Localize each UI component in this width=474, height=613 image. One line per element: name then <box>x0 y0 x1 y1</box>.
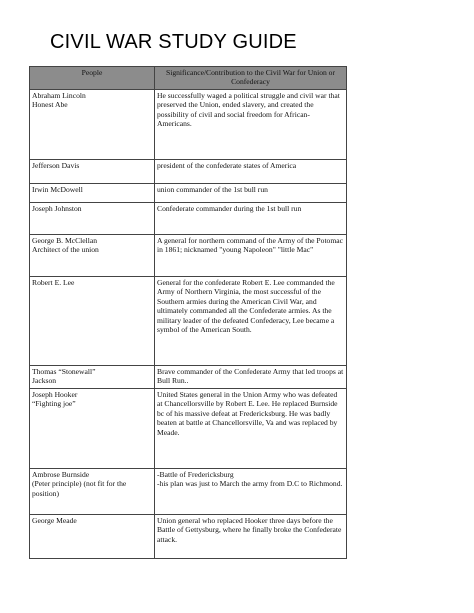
significance-cell: He successfully waged a political struggle and civil war that preserved the Union, ended slavery, and created the possibility of civil and social freedom for African-Americans. <box>155 90 347 160</box>
table-row <box>30 515 347 559</box>
page-title: CIVIL WAR STUDY GUIDE <box>50 31 297 53</box>
person-cell: Abraham Lincoln Honest Abe <box>30 90 155 160</box>
person-cell: Robert E. Lee <box>30 277 155 366</box>
table-header-row <box>30 67 347 90</box>
table-row <box>30 203 347 235</box>
significance-cell: United States general in the Union Army who was defeated at Chancellorsville by Robert E. Lee. He replaced Burnside bc of his massive defeat at Fredericksburg. He was badly beaten at battle at Chancellorsville, Va and was replaced by Meade. <box>155 389 347 469</box>
person-cell: George Meade <box>30 515 155 559</box>
person-cell: Jefferson Davis <box>30 160 155 184</box>
person-cell: Joseph Johnston <box>30 203 155 235</box>
person-cell: Ambrose Burnside (Peter principle) (not fit for the position) <box>30 469 155 515</box>
significance-cell: A general for northern command of the Army of the Potomac in 1861; nicknamed "young Napoleon" "little Mac" <box>155 235 347 277</box>
significance-cell: Brave commander of the Confederate Army that led troops at Bull Run.. <box>155 366 347 389</box>
table-row <box>30 469 347 515</box>
table-row <box>30 277 347 366</box>
table-row <box>30 366 347 389</box>
person-cell: Irwin McDowell <box>30 184 155 203</box>
table-row <box>30 184 347 203</box>
significance-cell: Union general who replaced Hooker three days before the Battle of Gettysburg, where he finally broke the Confederate attack. <box>155 515 347 559</box>
significance-cell: General for the confederate Robert E. Lee commanded the Army of Northern Virginia, the most successful of the Southern armies during the American Civil War, and ultimately commanded all the Confederate armies. As the military leader of the defeated Confederacy, Lee became a symbol of the American South. <box>155 277 347 366</box>
person-cell: Joseph Hooker “Fighting joe” <box>30 389 155 469</box>
table-row <box>30 389 347 469</box>
significance-cell: union commander of the 1st bull run <box>155 184 347 203</box>
significance-cell: -Battle of Fredericksburg -his plan was just to March the army from D.C to Richmond. <box>155 469 347 515</box>
table-row <box>30 90 347 160</box>
person-cell: George B. McClellan Architect of the union <box>30 235 155 277</box>
table-row <box>30 235 347 277</box>
study-guide-table <box>29 66 347 559</box>
table-row <box>30 160 347 184</box>
person-cell: Thomas “Stonewall” Jackson <box>30 366 155 389</box>
header-people: People <box>30 67 155 90</box>
header-significance: Significance/Contribution to the Civil War for Union or Confederacy <box>155 67 347 90</box>
significance-cell: Confederate commander during the 1st bull run <box>155 203 347 235</box>
significance-cell: president of the confederate states of America <box>155 160 347 184</box>
